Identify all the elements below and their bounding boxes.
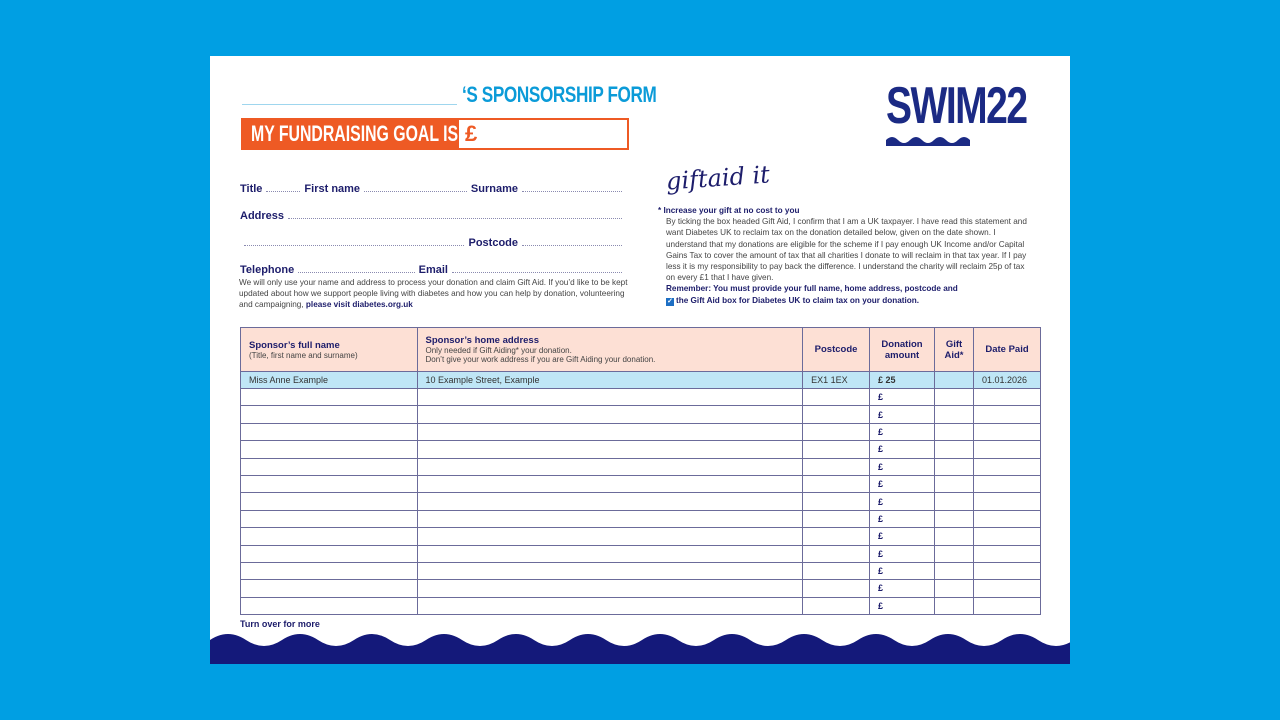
email-field[interactable] bbox=[452, 272, 622, 273]
cell-giftaid[interactable] bbox=[935, 406, 974, 423]
cell-giftaid[interactable] bbox=[935, 493, 974, 510]
fundraiser-details bbox=[240, 168, 626, 276]
cell-giftaid[interactable] bbox=[935, 423, 974, 440]
table-row bbox=[241, 580, 1041, 597]
cell-donation[interactable]: £ bbox=[870, 441, 935, 458]
cell-donation[interactable]: £ bbox=[870, 423, 935, 440]
sponsor-table bbox=[240, 327, 1041, 615]
cell-name[interactable] bbox=[241, 597, 418, 614]
cell-name[interactable] bbox=[241, 528, 418, 545]
cell-giftaid[interactable] bbox=[935, 372, 974, 389]
privacy-text: We will only use your name and address to process your donation and claim Gift Aid. If you’d like to be kept updated about how we support people living with diabetes and how you can help by donation, volunteering and campaigning, bbox=[239, 278, 628, 309]
first-name-label: First name bbox=[304, 183, 361, 195]
cell-name[interactable]: Miss Anne Example bbox=[241, 372, 418, 389]
email-label: Email bbox=[418, 264, 448, 276]
cell-date[interactable] bbox=[973, 597, 1040, 614]
cell-name[interactable] bbox=[241, 406, 418, 423]
cell-giftaid[interactable] bbox=[935, 597, 974, 614]
table-row bbox=[241, 562, 1041, 579]
cell-donation[interactable]: £ bbox=[870, 458, 935, 475]
cell-postcode[interactable] bbox=[803, 580, 870, 597]
cell-name[interactable] bbox=[241, 510, 418, 527]
cell-postcode[interactable]: EX1 1EX bbox=[803, 372, 870, 389]
cell-date[interactable] bbox=[973, 580, 1040, 597]
address-field-2[interactable] bbox=[244, 245, 464, 246]
cell-donation[interactable]: £ bbox=[870, 493, 935, 510]
goal-label-text: MY FUNDRAISING GOAL IS bbox=[251, 121, 459, 146]
cell-donation[interactable]: £ bbox=[870, 406, 935, 423]
cell-name[interactable] bbox=[241, 389, 418, 406]
cell-address[interactable] bbox=[417, 562, 803, 579]
cell-donation[interactable]: £ 25 bbox=[870, 372, 935, 389]
cell-date[interactable] bbox=[973, 441, 1040, 458]
col-giftaid: Gift Aid* bbox=[935, 328, 974, 372]
cell-address[interactable] bbox=[417, 545, 803, 562]
cell-date[interactable]: 01.01.2026 bbox=[973, 372, 1040, 389]
col-postcode: Postcode bbox=[803, 328, 870, 372]
cell-postcode[interactable] bbox=[803, 441, 870, 458]
giftaid-declaration bbox=[658, 205, 1030, 306]
cell-postcode[interactable] bbox=[803, 528, 870, 545]
first-name-field[interactable] bbox=[364, 191, 467, 192]
address-field[interactable] bbox=[288, 218, 622, 219]
cell-donation[interactable]: £ bbox=[870, 528, 935, 545]
cell-name[interactable] bbox=[241, 475, 418, 492]
cell-name[interactable] bbox=[241, 423, 418, 440]
postcode-field[interactable] bbox=[522, 245, 622, 246]
checkbox-tick-icon: ✓ bbox=[667, 297, 673, 305]
cell-postcode[interactable] bbox=[803, 389, 870, 406]
telephone-label: Telephone bbox=[240, 264, 295, 276]
cell-giftaid[interactable] bbox=[935, 545, 974, 562]
cell-giftaid[interactable] bbox=[935, 458, 974, 475]
cell-date[interactable] bbox=[973, 493, 1040, 510]
cell-postcode[interactable] bbox=[803, 493, 870, 510]
postcode-label: Postcode bbox=[468, 237, 518, 249]
table-row bbox=[241, 475, 1041, 492]
cell-donation[interactable]: £ bbox=[870, 580, 935, 597]
cell-giftaid[interactable] bbox=[935, 441, 974, 458]
col-name: Sponsor’s full name (Title, first name and surname) bbox=[241, 328, 418, 372]
giftaid-remember: Remember: You must provide your full name, home address, postcode and bbox=[666, 284, 958, 294]
cell-address[interactable] bbox=[417, 597, 803, 614]
cell-date[interactable] bbox=[973, 528, 1040, 545]
swim22-logo bbox=[886, 77, 1046, 150]
cell-giftaid[interactable] bbox=[935, 580, 974, 597]
wave-footer-icon bbox=[210, 630, 1070, 664]
title-label: Title bbox=[240, 183, 263, 195]
cell-date[interactable] bbox=[973, 545, 1040, 562]
pound-sign: £ bbox=[465, 121, 478, 146]
cell-postcode[interactable] bbox=[803, 562, 870, 579]
col-donation: Donation amount bbox=[870, 328, 935, 372]
table-row bbox=[241, 458, 1041, 475]
cell-date[interactable] bbox=[973, 510, 1040, 527]
table-row bbox=[241, 510, 1041, 527]
fundraising-goal bbox=[241, 118, 629, 150]
cell-donation[interactable]: £ bbox=[870, 475, 935, 492]
diabetes-link[interactable]: please visit diabetes.org.uk bbox=[305, 300, 413, 309]
giftaid-logo: giftaid it bbox=[665, 160, 771, 196]
surname-label: Surname bbox=[470, 183, 518, 195]
cell-address[interactable] bbox=[417, 423, 803, 440]
cell-donation[interactable]: £ bbox=[870, 510, 935, 527]
cell-address[interactable] bbox=[417, 441, 803, 458]
table-row bbox=[241, 406, 1041, 423]
cell-postcode[interactable] bbox=[803, 406, 870, 423]
table-row bbox=[241, 545, 1041, 562]
telephone-field[interactable] bbox=[298, 272, 414, 273]
table-row bbox=[241, 493, 1041, 510]
table-row bbox=[241, 597, 1041, 614]
cell-donation[interactable]: £ bbox=[870, 597, 935, 614]
cell-name[interactable] bbox=[241, 458, 418, 475]
sponsorship-form bbox=[210, 56, 1070, 664]
giftaid-heading: * Increase your gift at no cost to you bbox=[658, 206, 800, 215]
table-row bbox=[241, 528, 1041, 545]
address-label: Address bbox=[240, 210, 285, 222]
cell-date[interactable] bbox=[973, 406, 1040, 423]
table-row bbox=[241, 423, 1041, 440]
cell-donation[interactable]: £ bbox=[870, 389, 935, 406]
cell-address[interactable]: 10 Example Street, Example bbox=[417, 372, 803, 389]
cell-name[interactable] bbox=[241, 562, 418, 579]
cell-date[interactable] bbox=[973, 458, 1040, 475]
cell-date[interactable] bbox=[973, 475, 1040, 492]
cell-date[interactable] bbox=[973, 389, 1040, 406]
cell-postcode[interactable] bbox=[803, 423, 870, 440]
goal-label bbox=[241, 118, 459, 150]
cell-date[interactable] bbox=[973, 423, 1040, 440]
title-field[interactable] bbox=[266, 191, 300, 192]
cell-giftaid[interactable] bbox=[935, 389, 974, 406]
cell-address[interactable] bbox=[417, 510, 803, 527]
cell-postcode[interactable] bbox=[803, 475, 870, 492]
giftaid-remember-2: the Gift Aid box for Diabetes UK to claim tax on your donation. bbox=[676, 295, 920, 305]
cell-address[interactable] bbox=[417, 475, 803, 492]
surname-field[interactable] bbox=[522, 191, 622, 192]
cell-name[interactable] bbox=[241, 441, 418, 458]
cell-address[interactable] bbox=[417, 493, 803, 510]
cell-postcode[interactable] bbox=[803, 510, 870, 527]
cell-name[interactable] bbox=[241, 580, 418, 597]
col-address: Sponsor’s home address Only needed if Gift Aiding* your donation. Don’t give your work address if you are Gift Aiding your donation. bbox=[417, 328, 803, 372]
privacy-notice bbox=[239, 277, 631, 310]
cell-postcode[interactable] bbox=[803, 597, 870, 614]
cell-giftaid[interactable] bbox=[935, 562, 974, 579]
goal-amount-field[interactable] bbox=[459, 118, 629, 150]
cell-donation[interactable]: £ bbox=[870, 545, 935, 562]
col-date: Date Paid bbox=[973, 328, 1040, 372]
giftaid-body: By ticking the box headed Gift Aid, I confirm that I am a UK taxpayer. I have read this statement and want Diabetes UK to reclaim tax on the donation detailed below, given on the date shown. I understand that my donations are eligible for the scheme if I pay enough UK Income and/or Capital Gains Tax to cover the amount of tax that all charities I donate to will reclaim in that tax year. If I pay less it is my responsibility to pay back the difference. I understand the charity will reclaim 25p of tax on every £1 that I have given. bbox=[666, 217, 1027, 283]
logo-text: SWIM22 bbox=[886, 77, 1027, 135]
cell-name[interactable] bbox=[241, 493, 418, 510]
cell-address[interactable] bbox=[417, 458, 803, 475]
cell-address[interactable] bbox=[417, 406, 803, 423]
turn-over-note: Turn over for more bbox=[240, 619, 320, 629]
cell-address[interactable] bbox=[417, 528, 803, 545]
cell-postcode[interactable] bbox=[803, 545, 870, 562]
cell-address[interactable] bbox=[417, 389, 803, 406]
cell-address[interactable] bbox=[417, 580, 803, 597]
cell-giftaid[interactable] bbox=[935, 528, 974, 545]
wave-icon bbox=[886, 134, 986, 146]
cell-postcode[interactable] bbox=[803, 458, 870, 475]
cell-giftaid[interactable] bbox=[935, 475, 974, 492]
cell-giftaid[interactable] bbox=[935, 510, 974, 527]
form-title: ‘S SPONSORSHIP FORM bbox=[462, 82, 657, 107]
table-row bbox=[241, 389, 1041, 406]
name-input-line[interactable] bbox=[242, 104, 457, 105]
table-row-sample bbox=[241, 372, 1041, 389]
table-row bbox=[241, 441, 1041, 458]
cell-date[interactable] bbox=[973, 562, 1040, 579]
cell-name[interactable] bbox=[241, 545, 418, 562]
cell-donation[interactable]: £ bbox=[870, 562, 935, 579]
